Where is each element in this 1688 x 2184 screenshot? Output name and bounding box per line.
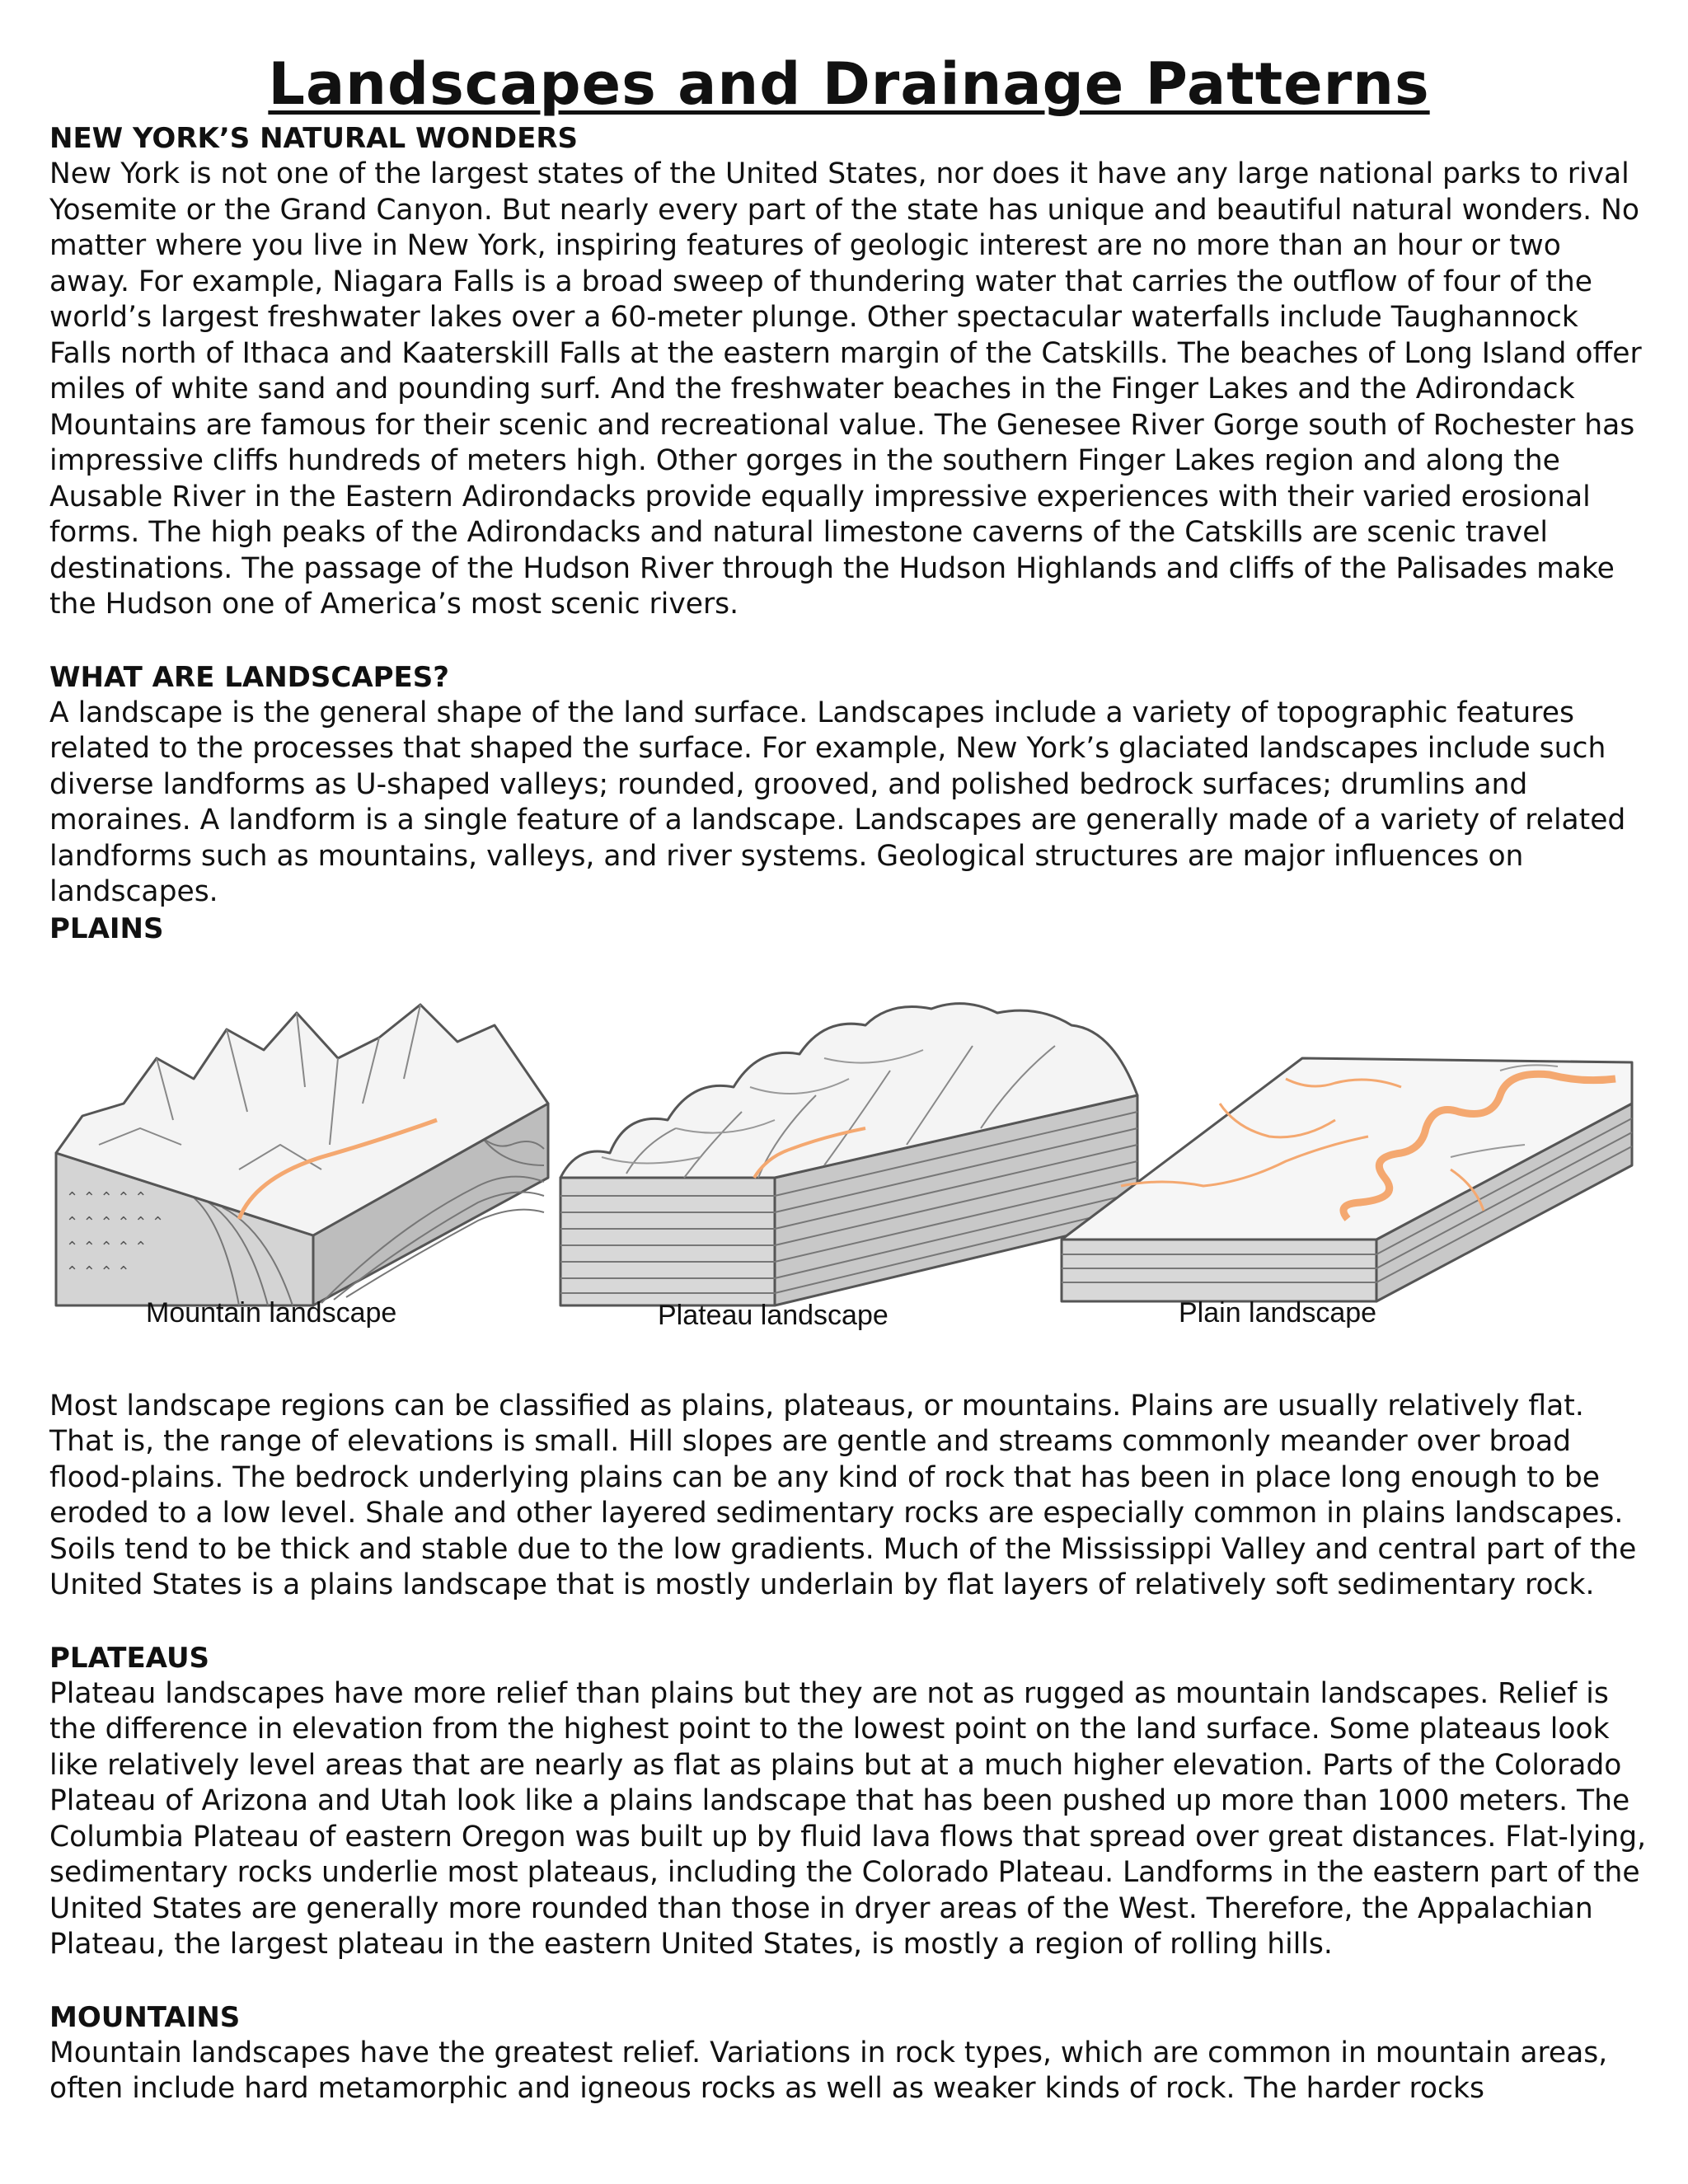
paragraph-plateaus: Plateau landscapes have more relief than plains but they are not as rugged as mountain landscapes. Relief is the difference in elevation from the highest point to the lowest point on the land surface. Some plateaus look like relatively level areas that are nearly as flat as plains but at a much higher elevation. Parts of the Colorado Plateau of Arizona and Utah look like a plains landscape that has been pushed up more than 1000 meters. The Columbia Plateau of eastern Oregon was built up by fluid lava flows that spread over great distances. Flat-lying, sedimentary rocks underlie most plateaus, including the Colorado Plateau. Landforms in the eastern part of the United States are generally more rounded than those in dryer areas of the West. Therefore, the Appalachian Plateau, the largest plateau in the eastern United States, is mostly a region of rolling hills. — [49, 1676, 1647, 1961]
heading-what-are-landscapes: WHAT ARE LANDSCAPES? — [49, 660, 449, 694]
document-page — [49, 48, 1648, 2107]
landscape-figure — [49, 980, 1648, 1343]
mountain-landscape-diagram — [56, 1005, 548, 1305]
caption-mountain-landscape: Mountain landscape — [146, 1296, 397, 1329]
svg-text:⌃ ⌃ ⌃ ⌃: ⌃ ⌃ ⌃ ⌃ — [66, 1263, 130, 1281]
heading-plains: PLAINS — [49, 912, 164, 945]
heading-mountains: MOUNTAINS — [49, 2000, 241, 2034]
paragraph-natural-wonders: New York is not one of the largest states of the United States, nor does it have any large national parks to rival Yosemite or the Grand Canyon. But nearly every part of the state has unique and beautiful natural wonders. No matter where you live in New York, inspiring features of geologic interest are no more than an hour or two away. For example, Niagara Falls is a broad sweep of thundering water that carries the outflow of four of the world’s largest freshwater lakes over a 60-meter plunge. Other spectacular waterfalls include Taughannock Falls north of Ithaca and Kaaterskill Falls at the eastern margin of the Catskills. The beaches of Long Island offer miles of white sand and pounding surf. And the freshwater beaches in the Finger Lakes and the Adirondack Mountains are famous for their scenic and recreational value. The Genesee River Gorge south of Rochester has impressive cliffs hundreds of meters high. Other gorges in the southern Finger Lakes region and along the Ausable River in the Eastern Adirondacks provide equally impressive experiences with their varied erosional forms. The high peaks of the Adirondacks and natural limestone caverns of the Catskills are scenic travel destinations. The passage of the Hudson River through the Hudson Highlands and cliffs of the Palisades make the Hudson one of America’s most scenic rivers. — [49, 157, 1642, 621]
page-title: Landscapes and Drainage Patterns — [268, 50, 1430, 118]
paragraph-mountains: Mountain landscapes have the greatest relief. Variations in rock types, which are common in mountain areas, often include hard metamorphic and igneous rocks as well as weaker kinds of rock. The harder rocks — [49, 2036, 1608, 2105]
svg-text:⌃ ⌃ ⌃ ⌃ ⌃: ⌃ ⌃ ⌃ ⌃ ⌃ — [66, 1238, 148, 1256]
landscape-illustrations — [49, 980, 1648, 1343]
heading-natural-wonders: NEW YORK’S NATURAL WONDERS — [49, 122, 579, 155]
paragraph-plains: Most landscape regions can be classified as plains, plateaus, or mountains. Plains are usually relatively flat. That is, the range of elevations is small. Hill slopes are gentle and streams commonly meander over broad flood-plains. The bedrock underlying plains can be any kind of rock that has been in place long enough to be eroded to a low level. Shale and other layered sedimentary rocks are especially common in plains landscapes. Soils tend to be thick and stable due to the low gradients. Much of the Mississippi Valley and central part of the United States is a plains landscape that is mostly underlain by flat layers of relatively soft sedimentary rock. — [49, 1389, 1637, 1601]
plateau-landscape-diagram — [560, 1003, 1137, 1305]
caption-plain-landscape: Plain landscape — [1179, 1296, 1377, 1329]
svg-text:⌃ ⌃ ⌃ ⌃ ⌃: ⌃ ⌃ ⌃ ⌃ ⌃ — [66, 1188, 148, 1207]
plain-landscape-diagram — [1062, 1058, 1632, 1301]
caption-plateau-landscape: Plateau landscape — [658, 1299, 889, 1331]
heading-plateaus: PLATEAUS — [49, 1641, 210, 1675]
svg-text:⌃ ⌃ ⌃ ⌃ ⌃ ⌃: ⌃ ⌃ ⌃ ⌃ ⌃ ⌃ — [66, 1213, 165, 1231]
paragraph-what-are-landscapes: A landscape is the general shape of the land surface. Landscapes include a variety of topographic features related to the processes that shaped the surface. For example, New York’s glaciated landscapes include such diverse landforms as U-shaped valleys; rounded, grooved, and polished bedrock surfaces; drumlins and moraines. A landform is a single feature of a landscape. Landscapes are generally made of a variety of related landforms such as mountains, valleys, and river systems. Geological structures are major influences on landscapes. — [49, 696, 1626, 908]
